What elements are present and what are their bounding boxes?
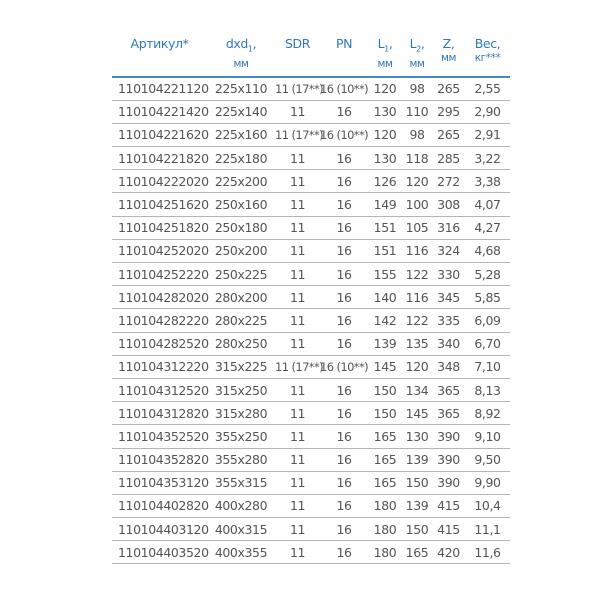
table-cell: 149 <box>368 193 402 216</box>
header-label: SDR <box>284 36 311 51</box>
header-punct: , <box>388 36 393 51</box>
table-cell: 265 <box>432 77 465 101</box>
table-cell: 110104312520 <box>112 378 207 401</box>
product-spec-table <box>112 34 510 564</box>
table-cell: 7,10 <box>465 355 510 378</box>
table-cell: 145 <box>402 402 432 425</box>
table-header-row <box>112 34 510 77</box>
table-cell: 16 (10**) <box>320 123 368 146</box>
table-cell: 110104222020 <box>112 170 207 193</box>
table-cell: 16 <box>320 425 368 448</box>
table-cell: 9,90 <box>465 471 510 494</box>
column-header <box>275 34 320 77</box>
table-cell: 225x110 <box>207 77 275 101</box>
table-cell: 355x250 <box>207 425 275 448</box>
header-label: L <box>409 36 417 51</box>
table-cell: 165 <box>368 471 402 494</box>
table-cell: 11 <box>275 471 320 494</box>
header-label: Z, <box>442 36 455 51</box>
header-unit: мм <box>440 52 457 64</box>
table-cell: 5,28 <box>465 263 510 286</box>
table-cell: 110104403120 <box>112 518 207 541</box>
table-row <box>112 263 510 286</box>
table-row <box>112 541 510 564</box>
table-cell: 110104282220 <box>112 309 207 332</box>
table-cell: 100 <box>402 193 432 216</box>
table-cell: 139 <box>402 448 432 471</box>
table-cell: 10,4 <box>465 494 510 517</box>
table-row <box>112 239 510 262</box>
table-cell: 16 <box>320 378 368 401</box>
table-cell: 110104221420 <box>112 100 207 123</box>
table-row <box>112 77 510 101</box>
table-cell: 142 <box>368 309 402 332</box>
table-cell: 348 <box>432 355 465 378</box>
table-cell: 280x200 <box>207 286 275 309</box>
table-cell: 150 <box>368 402 402 425</box>
table-cell: 8,92 <box>465 402 510 425</box>
table-cell: 11 (17**) <box>275 123 320 146</box>
table-cell: 16 <box>320 239 368 262</box>
table-cell: 165 <box>368 448 402 471</box>
table-cell: 135 <box>402 332 432 355</box>
table-cell: 110104403520 <box>112 541 207 564</box>
table-cell: 110104252220 <box>112 263 207 286</box>
table-cell: 11 <box>275 147 320 170</box>
table-cell: 139 <box>402 494 432 517</box>
table-cell: 180 <box>368 541 402 564</box>
table-cell: 122 <box>402 309 432 332</box>
table-cell: 16 <box>320 193 368 216</box>
table-cell: 16 (10**) <box>320 355 368 378</box>
table-cell: 11 <box>275 448 320 471</box>
header-unit: кг*** <box>474 52 501 64</box>
table-cell: 4,68 <box>465 239 510 262</box>
table-cell: 11 <box>275 309 320 332</box>
header-label: Артикул* <box>130 36 189 51</box>
table-cell: 11 <box>275 402 320 425</box>
table-cell: 130 <box>368 147 402 170</box>
table-cell: 16 <box>320 402 368 425</box>
table-cell: 16 (10**) <box>320 77 368 101</box>
header-unit: мм <box>409 57 425 70</box>
column-header <box>368 34 402 77</box>
table-row <box>112 494 510 517</box>
table-cell: 110104282020 <box>112 286 207 309</box>
table-row <box>112 355 510 378</box>
table-cell: 5,85 <box>465 286 510 309</box>
header-punct: , <box>252 36 257 51</box>
table-cell: 130 <box>402 425 432 448</box>
table-cell: 110104402820 <box>112 494 207 517</box>
table-cell: 11 <box>275 193 320 216</box>
table-cell: 16 <box>320 541 368 564</box>
table-cell: 265 <box>432 123 465 146</box>
table-cell: 11,1 <box>465 518 510 541</box>
table-cell: 151 <box>368 216 402 239</box>
table-cell: 110 <box>402 100 432 123</box>
table-cell: 145 <box>368 355 402 378</box>
table-cell: 110104221120 <box>112 77 207 101</box>
header-subscript: 1 <box>384 44 389 54</box>
table-cell: 11 <box>275 239 320 262</box>
table-cell: 355x280 <box>207 448 275 471</box>
table-cell: 308 <box>432 193 465 216</box>
table-cell: 11 <box>275 425 320 448</box>
table-cell: 225x160 <box>207 123 275 146</box>
table-cell: 415 <box>432 494 465 517</box>
table-cell: 365 <box>432 378 465 401</box>
column-header <box>402 34 432 77</box>
table-row <box>112 170 510 193</box>
header-subscript: 2 <box>416 44 421 54</box>
table-cell: 180 <box>368 518 402 541</box>
table-row <box>112 286 510 309</box>
table-cell: 315x225 <box>207 355 275 378</box>
table-cell: 11 <box>275 263 320 286</box>
table-cell: 110104312220 <box>112 355 207 378</box>
table-cell: 285 <box>432 147 465 170</box>
table-cell: 110104352520 <box>112 425 207 448</box>
table-row <box>112 193 510 216</box>
table-cell: 365 <box>432 402 465 425</box>
table-cell: 98 <box>402 123 432 146</box>
table-cell: 150 <box>402 518 432 541</box>
table-cell: 11,6 <box>465 541 510 564</box>
table-cell: 2,55 <box>465 77 510 101</box>
table-cell: 16 <box>320 494 368 517</box>
table-cell: 316 <box>432 216 465 239</box>
table-cell: 110104221820 <box>112 147 207 170</box>
table-cell: 390 <box>432 448 465 471</box>
table-cell: 400x315 <box>207 518 275 541</box>
table-row <box>112 216 510 239</box>
table-cell: 110104251620 <box>112 193 207 216</box>
table-cell: 16 <box>320 471 368 494</box>
table-cell: 225x180 <box>207 147 275 170</box>
table-row <box>112 425 510 448</box>
table-cell: 6,70 <box>465 332 510 355</box>
table-cell: 390 <box>432 471 465 494</box>
table-cell: 280x225 <box>207 309 275 332</box>
table-cell: 315x280 <box>207 402 275 425</box>
table-cell: 345 <box>432 286 465 309</box>
table-cell: 120 <box>368 123 402 146</box>
table-cell: 118 <box>402 147 432 170</box>
table-cell: 340 <box>432 332 465 355</box>
table-cell: 415 <box>432 518 465 541</box>
table-cell: 110104252020 <box>112 239 207 262</box>
table-cell: 6,09 <box>465 309 510 332</box>
table-cell: 2,91 <box>465 123 510 146</box>
table-cell: 116 <box>402 286 432 309</box>
table-cell: 16 <box>320 216 368 239</box>
table-cell: 110104221620 <box>112 123 207 146</box>
header-punct: , <box>420 36 425 51</box>
table-cell: 116 <box>402 239 432 262</box>
table-cell: 11 (17**) <box>275 355 320 378</box>
table-row <box>112 518 510 541</box>
table-cell: 16 <box>320 309 368 332</box>
table-cell: 16 <box>320 263 368 286</box>
table-cell: 225x200 <box>207 170 275 193</box>
table-cell: 110104282520 <box>112 332 207 355</box>
table-cell: 250x200 <box>207 239 275 262</box>
table-cell: 280x250 <box>207 332 275 355</box>
table-cell: 250x180 <box>207 216 275 239</box>
table-row <box>112 448 510 471</box>
table-cell: 11 <box>275 286 320 309</box>
table-cell: 315x250 <box>207 378 275 401</box>
table-cell: 120 <box>402 355 432 378</box>
column-header <box>112 34 207 77</box>
table-cell: 180 <box>368 494 402 517</box>
table-cell: 110104312820 <box>112 402 207 425</box>
table-cell: 4,07 <box>465 193 510 216</box>
header-label: PN <box>335 36 353 51</box>
table-cell: 16 <box>320 518 368 541</box>
table-cell: 250x160 <box>207 193 275 216</box>
table-cell: 400x280 <box>207 494 275 517</box>
table-cell: 165 <box>368 425 402 448</box>
table-cell: 122 <box>402 263 432 286</box>
header-subscript: 1 <box>247 44 253 54</box>
table-cell: 16 <box>320 448 368 471</box>
table-cell: 11 <box>275 541 320 564</box>
table-cell: 11 <box>275 216 320 239</box>
table-cell: 8,13 <box>465 378 510 401</box>
table-cell: 11 <box>275 170 320 193</box>
table-cell: 165 <box>402 541 432 564</box>
table-cell: 150 <box>402 471 432 494</box>
column-header <box>465 34 510 77</box>
table-cell: 120 <box>402 170 432 193</box>
table-cell: 150 <box>368 378 402 401</box>
table-cell: 324 <box>432 239 465 262</box>
table-cell: 9,10 <box>465 425 510 448</box>
table-cell: 335 <box>432 309 465 332</box>
table-cell: 16 <box>320 147 368 170</box>
table-cell: 3,22 <box>465 147 510 170</box>
table-cell: 3,38 <box>465 170 510 193</box>
header-unit: мм <box>377 57 393 70</box>
table-cell: 16 <box>320 170 368 193</box>
header-label: L <box>377 36 385 51</box>
table-row <box>112 147 510 170</box>
table-cell: 295 <box>432 100 465 123</box>
header-label: dxd <box>225 36 248 51</box>
table-cell: 110104251820 <box>112 216 207 239</box>
table-cell: 355x315 <box>207 471 275 494</box>
table-cell: 11 <box>275 100 320 123</box>
table-row <box>112 100 510 123</box>
table-row <box>112 378 510 401</box>
table-cell: 9,50 <box>465 448 510 471</box>
header-unit: мм <box>233 57 249 70</box>
column-header <box>320 34 368 77</box>
table-cell: 11 <box>275 378 320 401</box>
table-cell: 272 <box>432 170 465 193</box>
table-cell: 16 <box>320 286 368 309</box>
table-cell: 155 <box>368 263 402 286</box>
table-cell: 11 <box>275 494 320 517</box>
table-cell: 110104352820 <box>112 448 207 471</box>
table-row <box>112 332 510 355</box>
table-cell: 4,27 <box>465 216 510 239</box>
column-header <box>207 34 275 77</box>
table-cell: 110104353120 <box>112 471 207 494</box>
table-row <box>112 471 510 494</box>
table-cell: 126 <box>368 170 402 193</box>
table-row <box>112 123 510 146</box>
table-cell: 105 <box>402 216 432 239</box>
header-label: Вес, <box>474 36 501 51</box>
table-cell: 2,90 <box>465 100 510 123</box>
table-cell: 16 <box>320 332 368 355</box>
table-cell: 420 <box>432 541 465 564</box>
table-row <box>112 402 510 425</box>
table-cell: 390 <box>432 425 465 448</box>
table-cell: 120 <box>368 77 402 101</box>
table-cell: 16 <box>320 100 368 123</box>
table-cell: 250x225 <box>207 263 275 286</box>
table-cell: 225x140 <box>207 100 275 123</box>
table-cell: 11 <box>275 332 320 355</box>
table-cell: 134 <box>402 378 432 401</box>
table-cell: 151 <box>368 239 402 262</box>
table-cell: 400x355 <box>207 541 275 564</box>
column-header <box>432 34 465 77</box>
table-cell: 11 <box>275 518 320 541</box>
table-row <box>112 309 510 332</box>
table-cell: 330 <box>432 263 465 286</box>
table-cell: 130 <box>368 100 402 123</box>
table-cell: 98 <box>402 77 432 101</box>
table-cell: 139 <box>368 332 402 355</box>
table-cell: 11 (17**) <box>275 77 320 101</box>
table-cell: 140 <box>368 286 402 309</box>
